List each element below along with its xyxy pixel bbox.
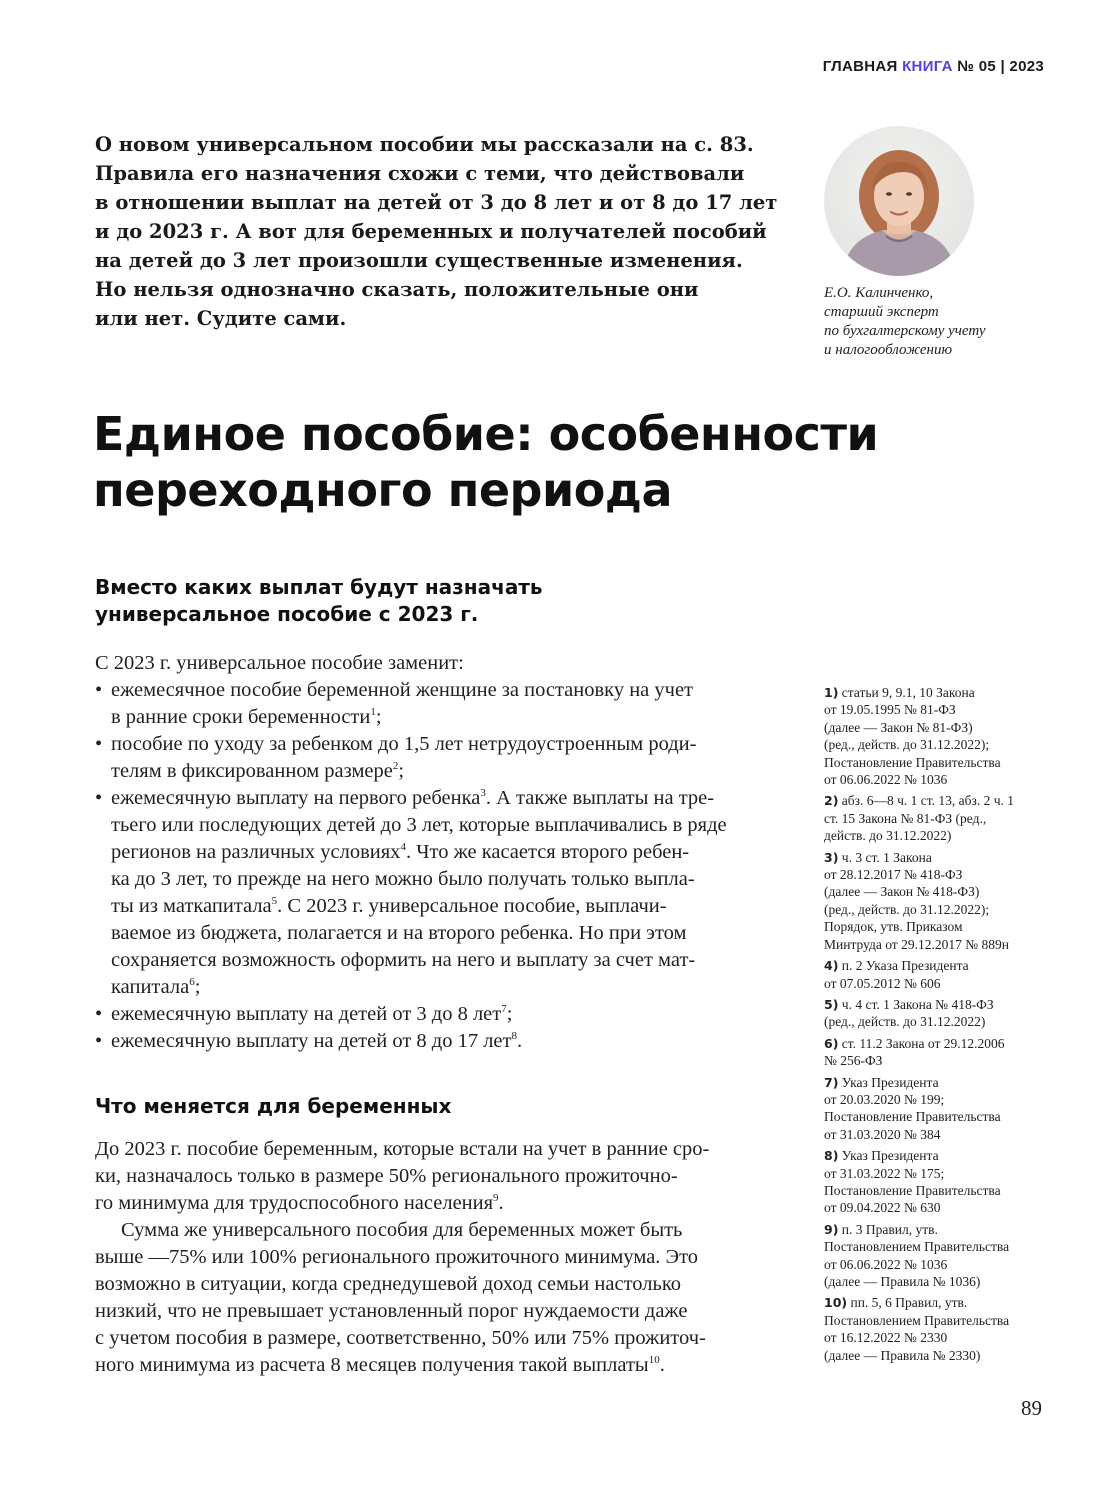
footnote	[824, 957, 1054, 992]
list-text: . А также выплаты на тре-	[485, 787, 715, 809]
footnote	[824, 1035, 1054, 1070]
lead-line: в отношении выплат на детей от 3 до 8 лет и от 8 до 17 лет	[95, 191, 778, 214]
page-number: 89	[1021, 1396, 1042, 1420]
footnote	[824, 849, 1054, 953]
list-text: ежемесячную выплату на первого ребенка	[111, 787, 481, 809]
list-text: ежемесячную выплату на детей от 3 до 8 лет	[111, 1003, 502, 1025]
footnote-text: пп. 5, 6 Правил, утв.	[847, 1295, 968, 1311]
list-text: тьего или последующих детей до 3 лет, которые выплачивались в ряде	[111, 814, 727, 836]
list-text: . Что же касается второго ребен-	[405, 841, 690, 863]
list-text: ежемесячное пособие беременной женщине за постановку на учет	[111, 679, 694, 701]
footnote-text: Постановление Правительства	[824, 754, 1001, 770]
header-magazine-name: ГЛАВНАЯ	[822, 58, 898, 75]
footnote-number: 4)	[824, 958, 839, 974]
footnote-number: 8)	[824, 1148, 839, 1164]
lead-line: О новом универсальном пособии мы рассказали на с. 83.	[95, 133, 754, 156]
article-title	[93, 406, 993, 518]
header-issue: № 05 | 2023	[957, 58, 1044, 75]
list-text: ты из маткапитала	[111, 895, 272, 917]
footnote-text: ст. 11.2 Закона от 29.12.2006	[838, 1035, 1005, 1051]
section-heading	[95, 574, 795, 628]
footnote-ref: 1	[370, 706, 376, 719]
author-role: по бухгалтерскому учету	[824, 323, 986, 339]
footnote-number: 9)	[824, 1221, 839, 1237]
title-line: Единое пособие: особенности	[93, 407, 879, 461]
list-text: ка до 3 лет, то прежде на него можно было получать только выпла-	[111, 868, 695, 890]
section-body: До 2023 г. пособие беременным, которые встали на учет в ранние сро- ки, назначалось только в размере 50% регионального прожиточно- го минимума для трудоспособного населения$^9$. Сумма же универсального пособия для беременных может быть выше —75% или 100% регионального прожиточного минимума. Это возможно в ситуации, когда среднедушевой доход семьи настолько низкий, что не превышает установленный порог нуждаемости даже с учетом пособия в размере, соответственно, 50% или 75% прожиточ- ного минимума из расчета 8 месяцев получения такой выплаты$^{10}$.	[95, 1136, 775, 1379]
paragraph-line: низкий, что не превышает установленный порог нуждаемости даже	[95, 1300, 688, 1322]
footnote-number: 2)	[824, 793, 839, 809]
footnote-text: Указ Президента	[838, 1074, 939, 1090]
footnote	[824, 1147, 1054, 1217]
paragraph-line: С 2023 г. универсальное пособие заменит:	[95, 652, 464, 674]
footnote-number: 10)	[824, 1295, 848, 1311]
lead-line: на детей до 3 лет произошли существенные изменения.	[95, 249, 743, 272]
footnote-number: 3)	[824, 849, 839, 865]
paragraph-line: До 2023 г. пособие беременным, которые встали на учет в ранние сро-	[95, 1138, 710, 1160]
footnote-ref: 4	[400, 841, 406, 854]
footnote-text: ст. 15 Закона № 81-ФЗ (ред.,	[824, 810, 987, 826]
footnote-text: от 09.04.2022 № 630	[824, 1200, 941, 1216]
author-role: старший эксперт	[824, 304, 939, 320]
footnote-ref: 8	[511, 1030, 517, 1043]
section-heading-line: Что меняется для беременных	[95, 1094, 452, 1118]
section-heading-line: универсальное пособие с 2023 г.	[95, 602, 479, 626]
footnote-text: ч. 4 ст. 1 Закона № 418-ФЗ	[838, 996, 994, 1012]
paragraph-line: выше —75% или 100% регионального прожиточного минимума. Это	[95, 1246, 699, 1268]
list-text: регионов на различных условиях	[111, 841, 401, 863]
footnote-number: 7)	[824, 1074, 839, 1090]
running-header	[823, 58, 1044, 75]
author-role: и налогообложению	[824, 342, 953, 358]
lead-line: Но нельзя однозначно сказать, положительные они	[95, 278, 699, 301]
footnote-text: от 06.06.2022 № 1036	[824, 1256, 948, 1272]
footnote-text: от 19.05.1995 № 81-ФЗ	[824, 702, 956, 718]
footnote-text: от 06.06.2022 № 1036	[824, 772, 948, 788]
paragraph-line: ного минимума из расчета 8 месяцев получения такой выплаты	[95, 1354, 649, 1376]
footnote-text: от 07.05.2012 № 606	[824, 975, 941, 991]
footnote-text: Постановлением Правительства	[824, 1239, 1010, 1255]
footnote-ref: 3	[480, 787, 486, 800]
footnote-text: Постановление Правительства	[824, 1182, 1001, 1198]
title-line: переходного периода	[93, 463, 672, 517]
footnote-text: абз. 6—8 ч. 1 ст. 13, абз. 2 ч. 1	[838, 793, 1015, 809]
list-text: пособие по уходу за ребенком до 1,5 лет нетрудоустроенным роди-	[111, 733, 697, 755]
footnote-ref: 6	[189, 976, 195, 989]
paragraph-line: возможно в ситуации, когда среднедушевой доход семьи настолько	[95, 1273, 681, 1295]
header-magazine-name-accent: КНИГА	[902, 58, 953, 75]
footnote-text: Постановлением Правительства	[824, 1312, 1010, 1328]
footnote-ref: 7	[501, 1003, 507, 1016]
footnote-text: (далее — Закон № 418-ФЗ)	[824, 884, 980, 900]
footnote-text: действ. до 31.12.2022)	[824, 828, 952, 844]
footnote-ref: 10	[648, 1354, 660, 1367]
footnote-text: (далее — Закон № 81-ФЗ)	[824, 719, 973, 735]
paragraph-line: Сумма же универсального пособия для беременных может быть	[121, 1219, 683, 1241]
lead-line: и до 2023 г. А вот для беременных и получателей пособий	[95, 220, 767, 243]
author-portrait-icon	[824, 126, 974, 276]
footnote-text: от 31.03.2022 № 175;	[824, 1165, 945, 1181]
footnote-text: (далее — Правила № 1036)	[824, 1274, 981, 1289]
footnote-text: п. 2 Указа Президента	[838, 958, 969, 974]
footnote-text: (ред., действ. до 31.12.2022)	[824, 1014, 986, 1030]
footnote-text: (ред., действ. до 31.12.2022);	[824, 901, 990, 917]
footnote-number: 6)	[824, 1035, 839, 1051]
footnote	[824, 1074, 1054, 1144]
lead-line: или нет. Судите сами.	[95, 307, 347, 330]
paragraph-line: го минимума для трудоспособного населения	[95, 1192, 494, 1214]
author-photo	[824, 126, 974, 276]
footnote	[824, 792, 1054, 844]
list-item: • ежемесячную выплату на детей от 3 до 8 лет$^7$;	[95, 1001, 775, 1028]
footnote-text: (далее — Правила № 2330)	[824, 1347, 981, 1363]
list-item: • ежемесячное пособие беременной женщине за постановку на учет в ранние сроки беременности$^1$;	[95, 677, 775, 731]
footnote	[824, 684, 1054, 788]
footnote-text: от 31.03.2020 № 384	[824, 1126, 941, 1142]
footnote-text: (ред., действ. до 31.12.2022);	[824, 737, 990, 753]
footnote-ref: 2	[392, 760, 399, 773]
author-caption	[824, 284, 1054, 360]
list-text: ежемесячную выплату на детей от 8 до 17 лет	[111, 1030, 512, 1052]
list-text: сохраняется возможность оформить на него и выплату за счет мат-	[111, 949, 696, 971]
lead-paragraph	[95, 130, 785, 333]
section-body	[95, 650, 775, 1055]
paragraph-line: ки, назначалось только в размере 50% регионального прожиточно-	[95, 1165, 678, 1187]
footnote	[824, 1221, 1054, 1291]
list-text: ваемое из бюджета, полагается и на второго ребенка. Но при этом	[111, 922, 687, 944]
list-text: . С 2023 г. универсальное пособие, выплачи-	[277, 895, 667, 917]
paragraph-line: с учетом пособия в размере, соответственно, 50% или 75% прожиточ-	[95, 1327, 706, 1349]
footnote-text: п. 3 Правил, утв.	[838, 1221, 938, 1237]
list-text: в ранние сроки беременности	[111, 706, 371, 728]
footnote	[824, 996, 1054, 1031]
footnote-text: № 256-ФЗ	[824, 1053, 883, 1069]
footnote-ref: 9	[493, 1192, 499, 1205]
list-item: • пособие по уходу за ребенком до 1,5 лет нетрудоустроенным роди- телям в фиксированном размере$^2$;	[95, 731, 775, 785]
footnote-text: Порядок, утв. Приказом	[824, 919, 963, 935]
footnote-ref: 5	[271, 895, 278, 908]
footnote-number: 1)	[824, 685, 839, 700]
lead-line: Правила его назначения схожи с теми, что действовали	[95, 162, 745, 185]
list-text: телям в фиксированном размере	[111, 760, 393, 782]
footnote-text: статьи 9, 9.1, 10 Закона	[838, 685, 975, 700]
footnote-text: Постановление Правительства	[824, 1109, 1001, 1125]
list-item: • ежемесячную выплату на первого ребенка$^3$. А также выплаты на тре- тьего или последующих детей до 3 лет, которые выплачивались в ряде регионов на различных условиях$^4$. Что же касается второго ребен- ка до 3 лет, то прежде на него можно было получать только выпла- ты из маткапитала$^5$. С 2023 г. универсальное пособие, выплачи- ваемое из бюджета, полагается и на второго ребенка. Но при этом сохраняется возможность оформить на него и выплату за счет мат- капитала$^6$;	[95, 785, 775, 1001]
list-text: капитала	[111, 976, 190, 998]
footnote-text: от 16.12.2022 № 2330	[824, 1330, 948, 1346]
footnotes-sidebar	[824, 684, 1054, 1368]
list-item: • ежемесячную выплату на детей от 8 до 17 лет$^8$.	[95, 1028, 775, 1055]
section-heading-line: Вместо каких выплат будут назначать	[95, 575, 543, 599]
footnote-text: от 28.12.2017 № 418-ФЗ	[824, 867, 963, 883]
footnote-text: Минтруда от 29.12.2017 № 889н	[824, 936, 1009, 952]
footnote-text: Указ Президента	[838, 1148, 939, 1164]
footnote	[824, 1294, 1054, 1364]
footnote-number: 5)	[824, 996, 839, 1012]
footnote-text: от 20.03.2020 № 199;	[824, 1091, 945, 1107]
footnote-text: ч. 3 ст. 1 Закона	[838, 849, 932, 865]
author-name: Е.О. Калинченко,	[824, 285, 934, 301]
section-heading	[95, 1093, 795, 1120]
